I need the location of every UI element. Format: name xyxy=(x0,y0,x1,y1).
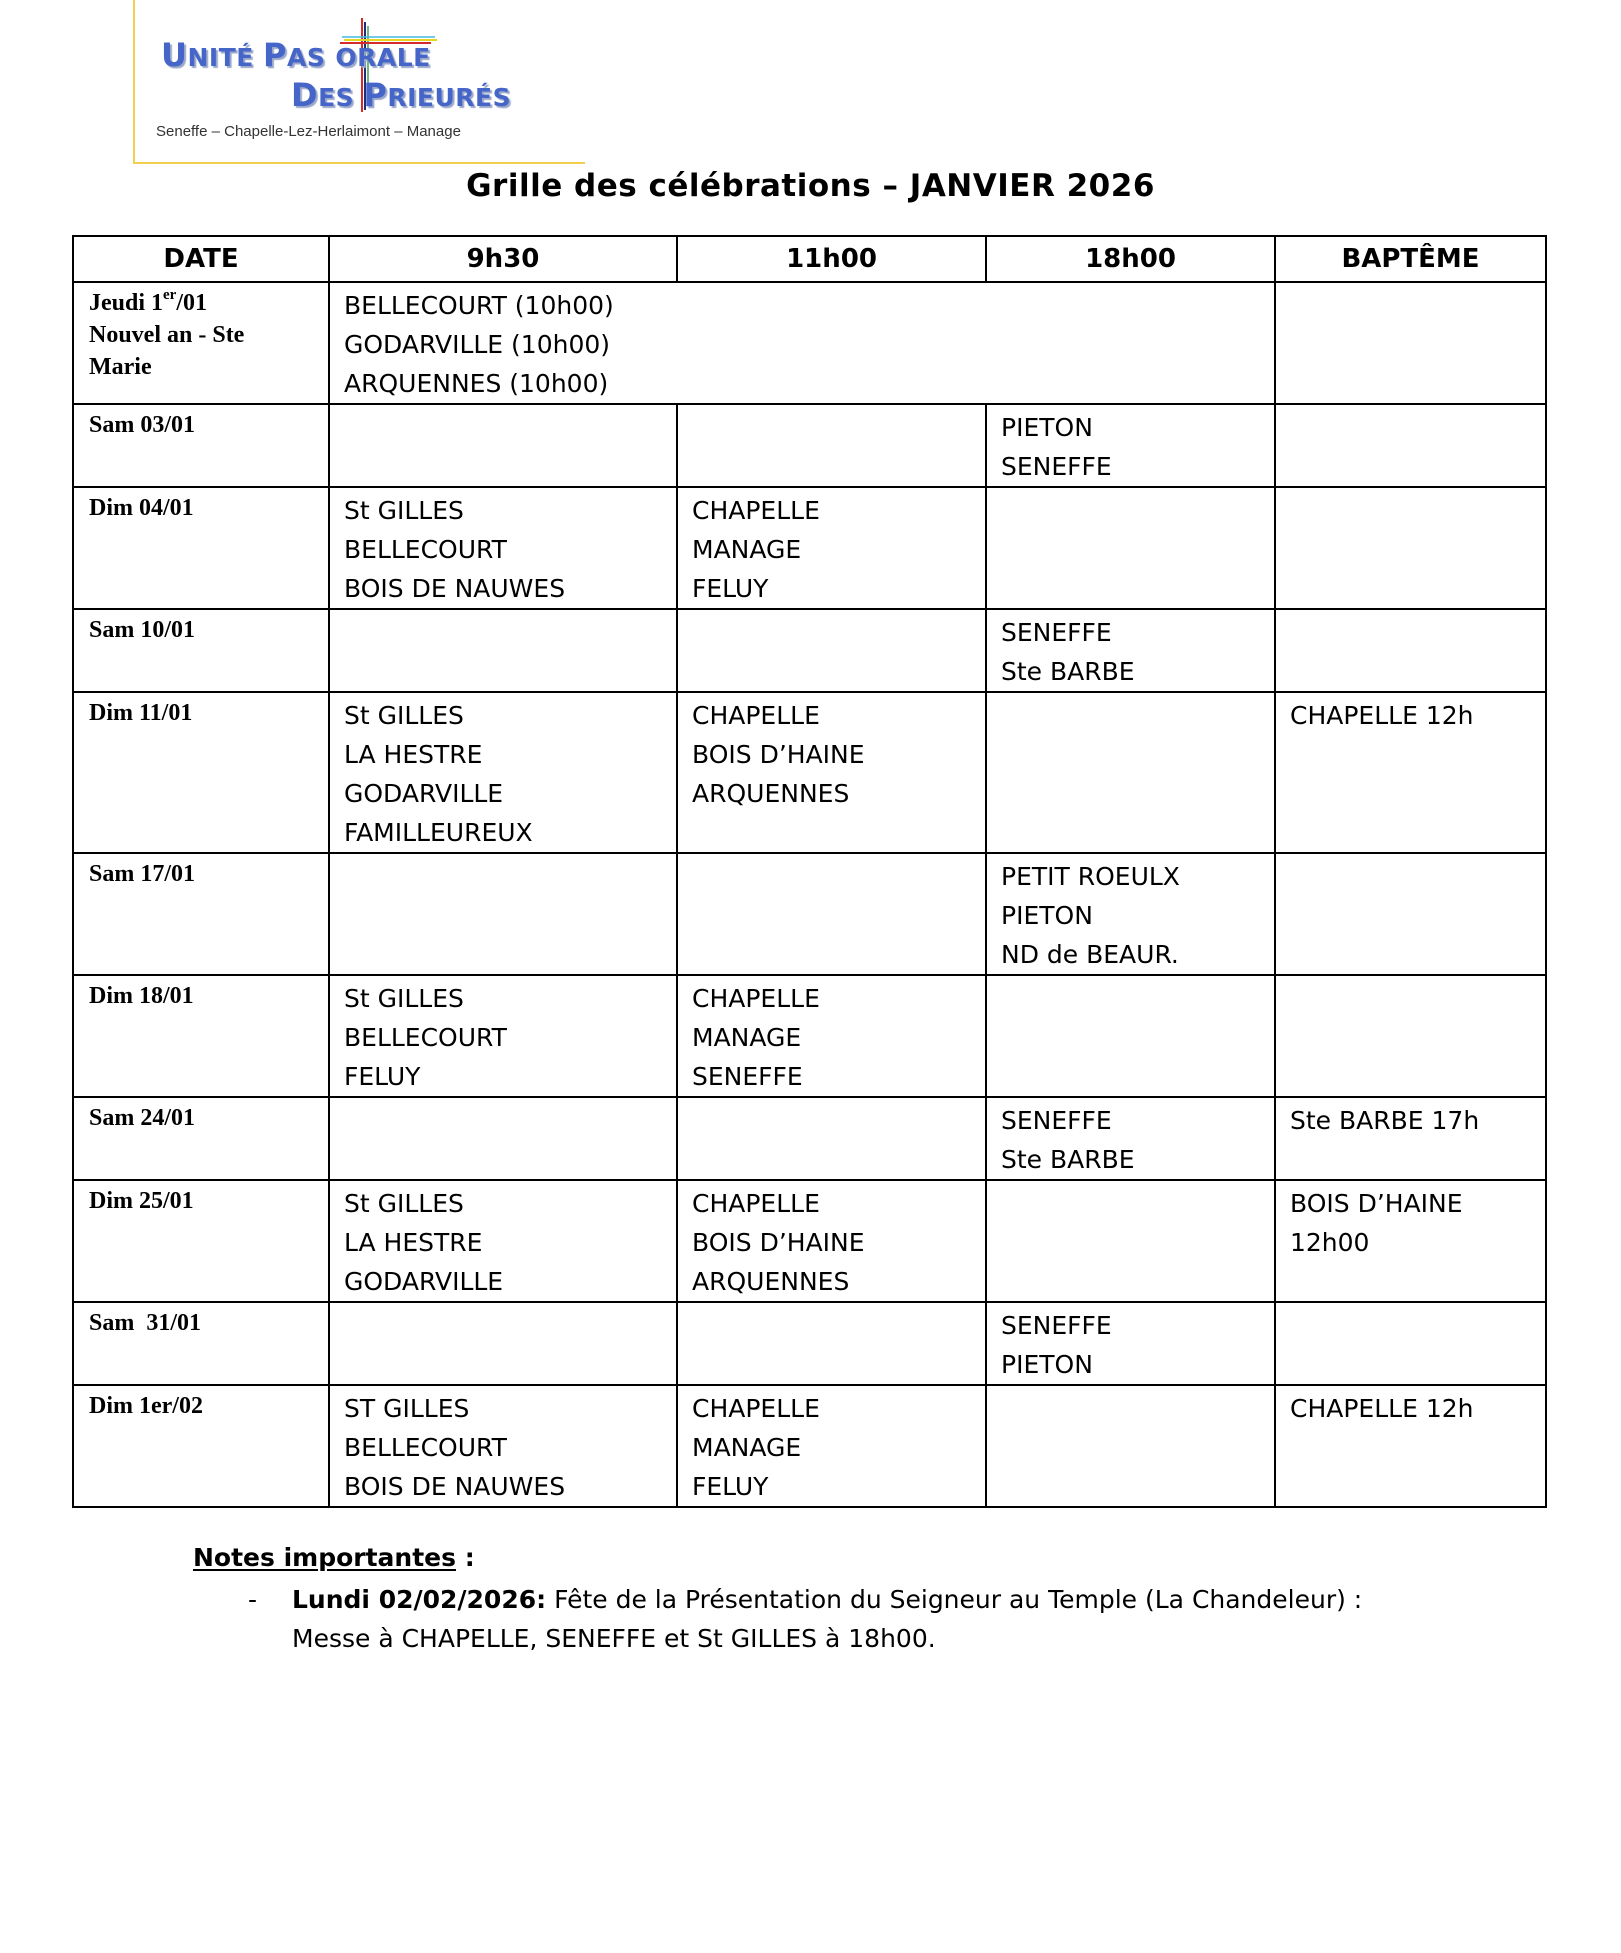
location: SENEFFE xyxy=(1001,452,1112,481)
location: Ste BARBE 17h xyxy=(1290,1106,1480,1135)
mass-9h30-cell xyxy=(329,1302,677,1385)
mass-18h00-cell xyxy=(986,1097,1275,1180)
location: GODARVILLE xyxy=(344,1267,504,1296)
location: CHAPELLE 12h xyxy=(1290,701,1474,730)
location: PIETON xyxy=(1001,901,1093,930)
table-row xyxy=(73,1097,1546,1180)
mass-11h00-cell xyxy=(677,487,986,609)
location: MANAGE xyxy=(692,1023,802,1052)
mass-18h00-cell xyxy=(986,404,1275,487)
location: SENEFFE xyxy=(1001,1311,1112,1340)
bapteme-cell xyxy=(1275,853,1546,975)
note-text: Fête de la Présentation du Seigneur au Temple (La Chandeleur) : Messe à CHAPELLE, SENEFFE et St GILLES à 18h00. xyxy=(292,1585,1363,1653)
logo-title-line1: UNITÉ PAS ORALE xyxy=(161,36,431,74)
date-cell: Sam 17/01 xyxy=(73,853,329,975)
location: SENEFFE xyxy=(1001,1106,1112,1135)
table-header-row xyxy=(73,236,1546,282)
bapteme-cell xyxy=(1275,609,1546,692)
location: GODARVILLE xyxy=(344,779,504,808)
mass-9h30-cell xyxy=(329,404,677,487)
mass-11h00-cell xyxy=(677,853,986,975)
note-label: Lundi 02/02/2026: xyxy=(292,1585,547,1614)
mass-11h00-cell xyxy=(677,404,986,487)
date-cell: Sam 31/01 xyxy=(73,1302,329,1385)
location: ARQUENNES (10h00) xyxy=(344,369,609,398)
location: CHAPELLE xyxy=(692,496,820,525)
table-row xyxy=(73,487,1546,609)
table-row xyxy=(73,692,1546,853)
location: PIETON xyxy=(1001,413,1093,442)
table-row xyxy=(73,975,1546,1097)
location: BELLECOURT (10h00) xyxy=(344,291,614,320)
location: ARQUENNES xyxy=(692,1267,850,1296)
mass-9h30-cell xyxy=(329,975,677,1097)
mass-9h30-cell xyxy=(329,1097,677,1180)
mass-18h00-cell xyxy=(986,1180,1275,1302)
location: LA HESTRE xyxy=(344,740,483,769)
header-bapteme: BAPTÊME xyxy=(1275,236,1546,282)
location: FELUY xyxy=(344,1062,421,1091)
location: ST GILLES xyxy=(344,1394,470,1423)
date-cell: Dim 11/01 xyxy=(73,692,329,853)
location: St GILLES xyxy=(344,496,464,525)
mass-11h00-cell xyxy=(677,692,986,853)
header-11h00: 11h00 xyxy=(677,236,986,282)
location: FAMILLEUREUX xyxy=(344,818,533,847)
mass-11h00-cell xyxy=(677,1385,986,1507)
bapteme-cell xyxy=(1275,1180,1546,1302)
location: SENEFFE xyxy=(1001,618,1112,647)
mass-9h30-cell xyxy=(329,1385,677,1507)
bapteme-cell xyxy=(1275,975,1546,1097)
location: FELUY xyxy=(692,1472,769,1501)
location: BELLECOURT xyxy=(344,1023,507,1052)
table-row xyxy=(73,1180,1546,1302)
table-row xyxy=(73,609,1546,692)
bapteme-cell xyxy=(1275,1097,1546,1180)
table-row xyxy=(73,1302,1546,1385)
notes-heading: Notes importantes : xyxy=(193,1543,475,1572)
location: BELLECOURT xyxy=(344,1433,507,1462)
date-cell: Sam 24/01 xyxy=(73,1097,329,1180)
location: CHAPELLE 12h xyxy=(1290,1394,1474,1423)
date-cell: Dim 1er/02 xyxy=(73,1385,329,1507)
bullet-dash: - xyxy=(248,1585,258,1614)
location: BOIS DE NAUWES xyxy=(344,574,566,603)
mass-18h00-cell xyxy=(986,692,1275,853)
location: MANAGE xyxy=(692,1433,802,1462)
date-cell: Dim 25/01 xyxy=(73,1180,329,1302)
logo xyxy=(133,0,585,164)
merged-mass-cell xyxy=(329,282,1275,404)
page-title: Grille des célébrations – JANVIER 2026 xyxy=(466,168,1155,204)
mass-11h00-cell xyxy=(677,1097,986,1180)
location: GODARVILLE (10h00) xyxy=(344,330,611,359)
mass-18h00-cell xyxy=(986,853,1275,975)
location: CHAPELLE xyxy=(692,701,820,730)
mass-11h00-cell xyxy=(677,1302,986,1385)
location: CHAPELLE xyxy=(692,1189,820,1218)
header-18h00: 18h00 xyxy=(986,236,1275,282)
location: 12h00 xyxy=(1290,1228,1370,1257)
location: CHAPELLE xyxy=(692,984,820,1013)
bapteme-cell xyxy=(1275,1385,1546,1507)
mass-9h30-cell xyxy=(329,487,677,609)
date-cell: Jeudi 1er/01 Nouvel an - Ste Marie xyxy=(73,282,329,404)
location: St GILLES xyxy=(344,701,464,730)
table-row xyxy=(73,404,1546,487)
table-row xyxy=(73,853,1546,975)
location: ARQUENNES xyxy=(692,779,850,808)
mass-11h00-cell xyxy=(677,609,986,692)
logo-subtitle: Seneffe – Chapelle-Lez-Herlaimont – Manage xyxy=(156,123,461,140)
date-cell: Dim 18/01 xyxy=(73,975,329,1097)
bapteme-cell xyxy=(1275,1302,1546,1385)
mass-9h30-cell xyxy=(329,692,677,853)
date-cell: Sam 10/01 xyxy=(73,609,329,692)
bapteme-cell xyxy=(1275,282,1546,404)
mass-9h30-cell xyxy=(329,853,677,975)
location: BOIS DE NAUWES xyxy=(344,1472,566,1501)
celebrations-table xyxy=(72,235,1547,1508)
mass-11h00-cell xyxy=(677,1180,986,1302)
location: MANAGE xyxy=(692,535,802,564)
table-row xyxy=(73,1385,1546,1507)
date-cell: Dim 04/01 xyxy=(73,487,329,609)
mass-18h00-cell xyxy=(986,1302,1275,1385)
header-9h30: 9h30 xyxy=(329,236,677,282)
table-row xyxy=(73,282,1546,404)
mass-18h00-cell xyxy=(986,1385,1275,1507)
location: BOIS D’HAINE xyxy=(692,1228,865,1257)
location: PETIT ROEULX xyxy=(1001,862,1180,891)
date-cell: Sam 03/01 xyxy=(73,404,329,487)
location: St GILLES xyxy=(344,1189,464,1218)
mass-9h30-cell xyxy=(329,609,677,692)
location: ND de BEAUR. xyxy=(1001,940,1179,969)
location: LA HESTRE xyxy=(344,1228,483,1257)
mass-18h00-cell xyxy=(986,975,1275,1097)
logo-title-line2: DES PRIEURÉS xyxy=(291,76,512,114)
header-date: DATE xyxy=(73,236,329,282)
mass-11h00-cell xyxy=(677,975,986,1097)
location: St GILLES xyxy=(344,984,464,1013)
mass-18h00-cell xyxy=(986,487,1275,609)
mass-9h30-cell xyxy=(329,1180,677,1302)
location: BOIS D’HAINE xyxy=(1290,1189,1463,1218)
location: Ste BARBE xyxy=(1001,657,1135,686)
bapteme-cell xyxy=(1275,487,1546,609)
bapteme-cell xyxy=(1275,692,1546,853)
location: CHAPELLE xyxy=(692,1394,820,1423)
location: SENEFFE xyxy=(692,1062,803,1091)
mass-18h00-cell xyxy=(986,609,1275,692)
location: BOIS D’HAINE xyxy=(692,740,865,769)
location: BELLECOURT xyxy=(344,535,507,564)
note-item xyxy=(248,1580,1428,1658)
bapteme-cell xyxy=(1275,404,1546,487)
location: FELUY xyxy=(692,574,769,603)
location: PIETON xyxy=(1001,1350,1093,1379)
location: Ste BARBE xyxy=(1001,1145,1135,1174)
